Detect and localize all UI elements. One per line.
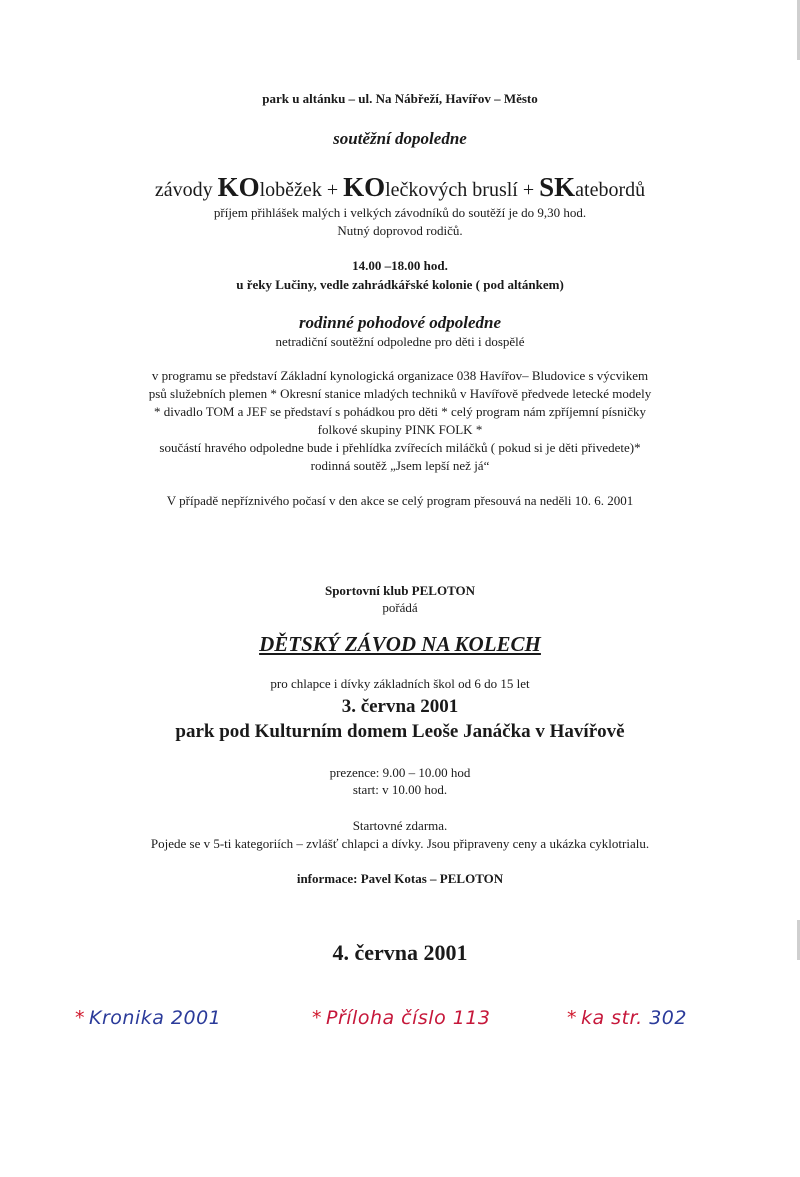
note-2-text: Příloha číslo bbox=[326, 1007, 453, 1029]
race-prefix: závody bbox=[154, 179, 218, 201]
handwritten-note-3 bbox=[567, 1007, 687, 1029]
registration-line: příjem přihlášek malých i velkých závodníků do soutěží je do 9,30 hod. bbox=[213, 205, 587, 220]
program-line-3: * divadlo TOM a JEF se představí s pohádkou pro děti * celý program nám zpříjemní písničky bbox=[154, 404, 646, 419]
program-line-1: v programu se představí Základní kynologická organizace 038 Havířov– Bludovice s výcvikem bbox=[151, 368, 649, 383]
handwritten-note-1 bbox=[75, 1007, 221, 1029]
race-sk-rest: atebordů bbox=[575, 179, 646, 201]
note-1-text: Kronika 2001 bbox=[89, 1007, 222, 1029]
afternoon-subtitle: netradiční soutěžní odpoledne pro děti i dospělé bbox=[275, 334, 525, 349]
location-line: park u altánku – ul. Na Nábřeží, Havířov – Město bbox=[262, 91, 538, 106]
red-star-icon: * bbox=[75, 1007, 85, 1029]
afternoon-place: u řeky Lučiny, vedle zahrádkářské kolonie ( pod altánkem) bbox=[236, 277, 564, 292]
organizes-label: pořádá bbox=[382, 600, 418, 615]
race-ko2-cap: KO bbox=[343, 172, 386, 202]
handwritten-note-2 bbox=[312, 1007, 491, 1029]
race-ko1-rest: loběžek + bbox=[259, 179, 344, 201]
note-3-number: 302 bbox=[649, 1007, 687, 1029]
registration-time: prezence: 9.00 – 10.00 hod bbox=[329, 765, 471, 780]
program-line-6: rodinná soutěž „Jsem lepší než já“ bbox=[310, 458, 490, 473]
race-ko2-rest: lečkových bruslí + bbox=[385, 179, 540, 201]
program-line-5: součástí hravého odpoledne bude i přehlídka zvířecích miláčků ( pokud si je děti přivedete)* bbox=[159, 440, 641, 455]
note-2-number: 113 bbox=[452, 1007, 491, 1029]
morning-title: soutěžní dopoledne bbox=[333, 129, 467, 148]
note-3-text: ka str. bbox=[581, 1007, 650, 1029]
info-line: informace: Pavel Kotas – PELOTON bbox=[296, 871, 504, 886]
red-star-icon: * bbox=[567, 1007, 577, 1029]
weather-note: V případě nepříznivého počasí v den akce se celý program přesouvá na neděli 10. 6. 2001 bbox=[166, 493, 634, 508]
race-sk-cap: SK bbox=[539, 172, 576, 202]
program-line-2: psů služebních plemen * Okresní stanice mladých techniků v Havířově předvede letecké modely bbox=[148, 386, 652, 401]
categories-line: Pojede se v 5-ti kategoriích – zvlášť chlapci a dívky. Jsou připraveny ceny a ukázka cyklotrialu. bbox=[150, 836, 650, 851]
event-title: DĚTSKÝ ZÁVOD NA KOLECH bbox=[259, 632, 541, 656]
start-time: start: v 10.00 hod. bbox=[352, 782, 448, 797]
race-ko1-cap: KO bbox=[217, 172, 260, 202]
club-name: Sportovní klub PELOTON bbox=[324, 583, 476, 598]
event-date: 3. června 2001 bbox=[341, 696, 459, 717]
afternoon-title: rodinné pohodové odpoledne bbox=[298, 313, 502, 332]
parents-line: Nutný doprovod rodičů. bbox=[337, 223, 463, 238]
program-line-4: folkové skupiny PINK FOLK * bbox=[317, 422, 483, 437]
event-venue: park pod Kulturním domem Leoše Janáčka v Havířově bbox=[175, 721, 625, 742]
footer-date: 4. června 2001 bbox=[332, 940, 468, 965]
afternoon-time: 14.00 –18.00 hod. bbox=[352, 258, 448, 273]
race-title bbox=[0, 172, 800, 203]
red-star-icon: * bbox=[312, 1007, 322, 1029]
audience-line: pro chlapce i dívky základních škol od 6 do 15 let bbox=[270, 676, 530, 691]
fee-line: Startovné zdarma. bbox=[352, 818, 448, 833]
